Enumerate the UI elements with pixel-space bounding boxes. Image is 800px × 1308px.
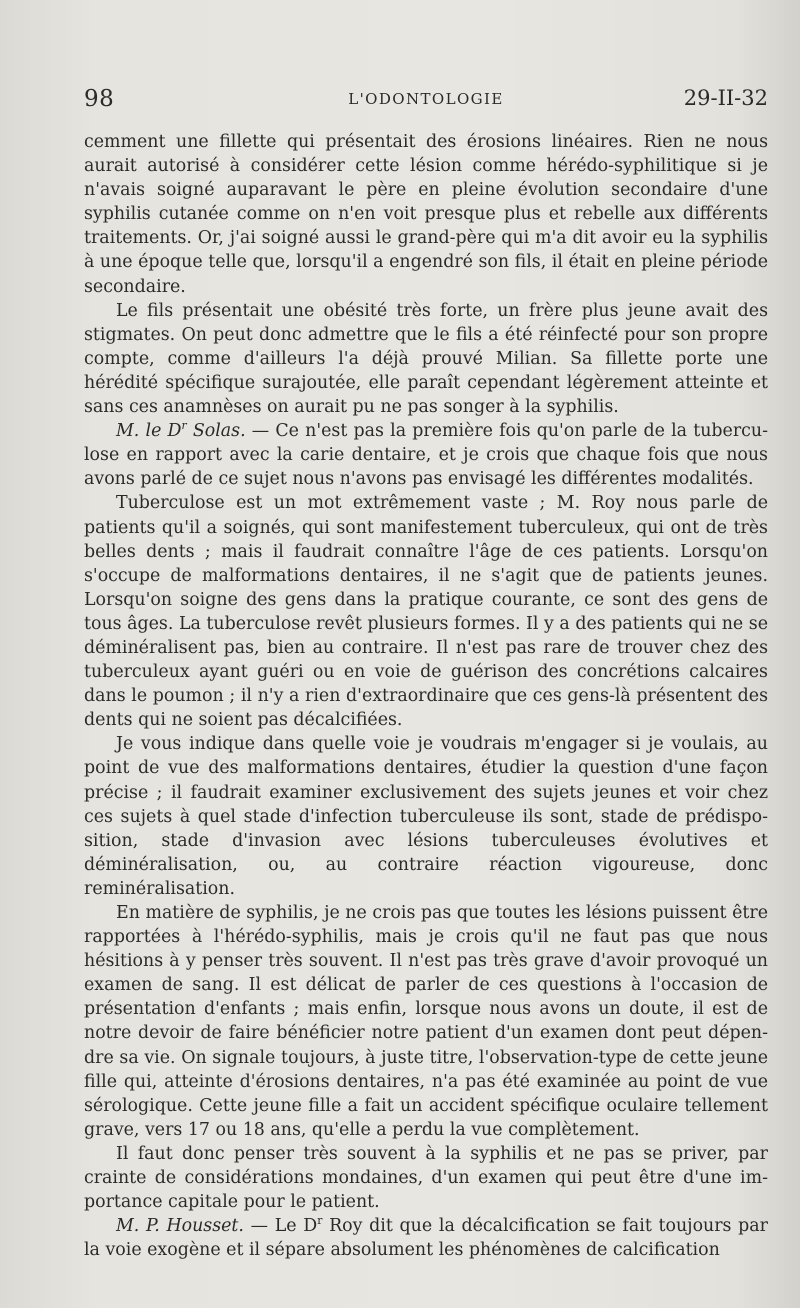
paragraph-5: Je vous indique dans quelle voie je voudrais m'engager si je voulais, au point de vue des malformations dentaires, étudier la question d'une façon précise ; il faudrait examiner exclusivement des sujets jeunes et voir chez ces sujets à quel stade d'infection tuberculeuse ils sont, stade de prédisposition, stade d'invasion avec lésions tuberculeuses évolutives et déminéralisation, ou, au contraire réaction vigoureuse, donc reminéralisation. bbox=[84, 734, 768, 899]
paragraph-8: M. P. Housset. — Le $D^r$ Roy dit que la décalcification se fait toujours par la voie exogène et il sépare absolument les phénomènes de calcification bbox=[84, 1214, 768, 1261]
paragraph-6: En matière de syphilis, je ne crois pas que toutes les lésions puissent être rapportées à l'hérédo-syphilis, mais je crois qu'il ne faut pas que nous hésitions à y penser très souvent. Il n'est pas très grave d'avoir provoqué un examen de sang. Il est délicat de parler de ces questions à l'occasion de présentation d'enfants ; mais enfin, lorsque nous avons un doute, il est de notre devoir de faire bénéficier notre patient d'un examen dont peut dépendre sa vie. On signale toujours, à juste titre, l'observation-type de cette jeune fille qui, atteinte d'érosions dentaires, n'a pas été examinée au point de vue sérologique. Cette jeune fille a fait un accident spécifique oculaire tellement grave, vers 17 ou 18 ans, qu'elle a perdu la vue complètement. bbox=[84, 903, 768, 1140]
paragraph-7: Il faut donc penser très souvent à la syphilis et ne pas se priver, par crainte de considérations mondaines, d'un examen qui peut être d'une importance capitale pour le patient. bbox=[84, 1143, 768, 1213]
paragraph-2: Le fils présentait une obésité très forte, un frère plus jeune avait des stigmates. On peut donc admettre que le fils a été réinfecté pour son propre compte, comme d'ailleurs l'a déjà prouvé Milian. Sa fillette porte une hérédité spécifique surajoutée, elle paraît cependant légèrement atteinte et sans ces anamnèses on aurait pu ne pas songer à la syphilis. bbox=[84, 300, 768, 418]
paragraph-1: cemment une fillette qui présentait des érosions linéaires. Rien ne nous aurait autorisé à considérer cette lésion comme hérédo-syphilitique si je n'avais soigné auparavant le père en pleine évolution secondaire d'une syphilis cutanée comme on n'en voit presque plus et rebelle aux différents traitements. Or, j'ai soigné aussi le grand-père qui m'a dit avoir eu la syphilis à une époque telle que, lorsqu'il a engendré son fils, il était en pleine période secondaire. bbox=[84, 132, 768, 297]
speaker-name: M. le $D^r$ Solas. bbox=[116, 419, 246, 442]
page-header bbox=[84, 86, 768, 116]
body-text bbox=[84, 130, 768, 1262]
speaker-name: M. P. Housset. bbox=[116, 1216, 244, 1237]
running-title: L'ODONTOLOGIE bbox=[348, 90, 504, 108]
paragraph-3: M. le $D^r$ Solas. — Ce n'est pas la première fois qu'on parle de la tuberculose en rapport avec la carie dentaire, et je crois que chaque fois que nous avons parlé de ce sujet nous n'avons pas envisagé les différentes modalités. bbox=[84, 419, 768, 490]
issue-date: 29-II-32 bbox=[683, 86, 768, 110]
page-number: 98 bbox=[84, 86, 115, 112]
paragraph-4: Tuberculose est un mot extrêmement vaste ; M. Roy nous parle de patients qu'il a soignés, qui sont manifestement tuberculeux, qui ont de très belles dents ; mais il faudrait connaître l'âge de ces patients. Lorsqu'on s'occupe de malformations dentaires, il ne s'agit que de patients jeunes. Lorsqu'on soigne des gens dans la pratique courante, ce sont des gens de tous âges. La tuberculose revêt plusieurs formes. Il y a des patients qui ne se déminéralisent pas, bien au contraire. Il n'est pas rare de trouver chez des tuberculeux ayant guéri ou en voie de guérison des concrétions calcaires dans le poumon ; il n'y a rien d'extraordinaire que ces gens-là présentent des dents qui ne soient pas décalcifiées. bbox=[84, 493, 768, 731]
